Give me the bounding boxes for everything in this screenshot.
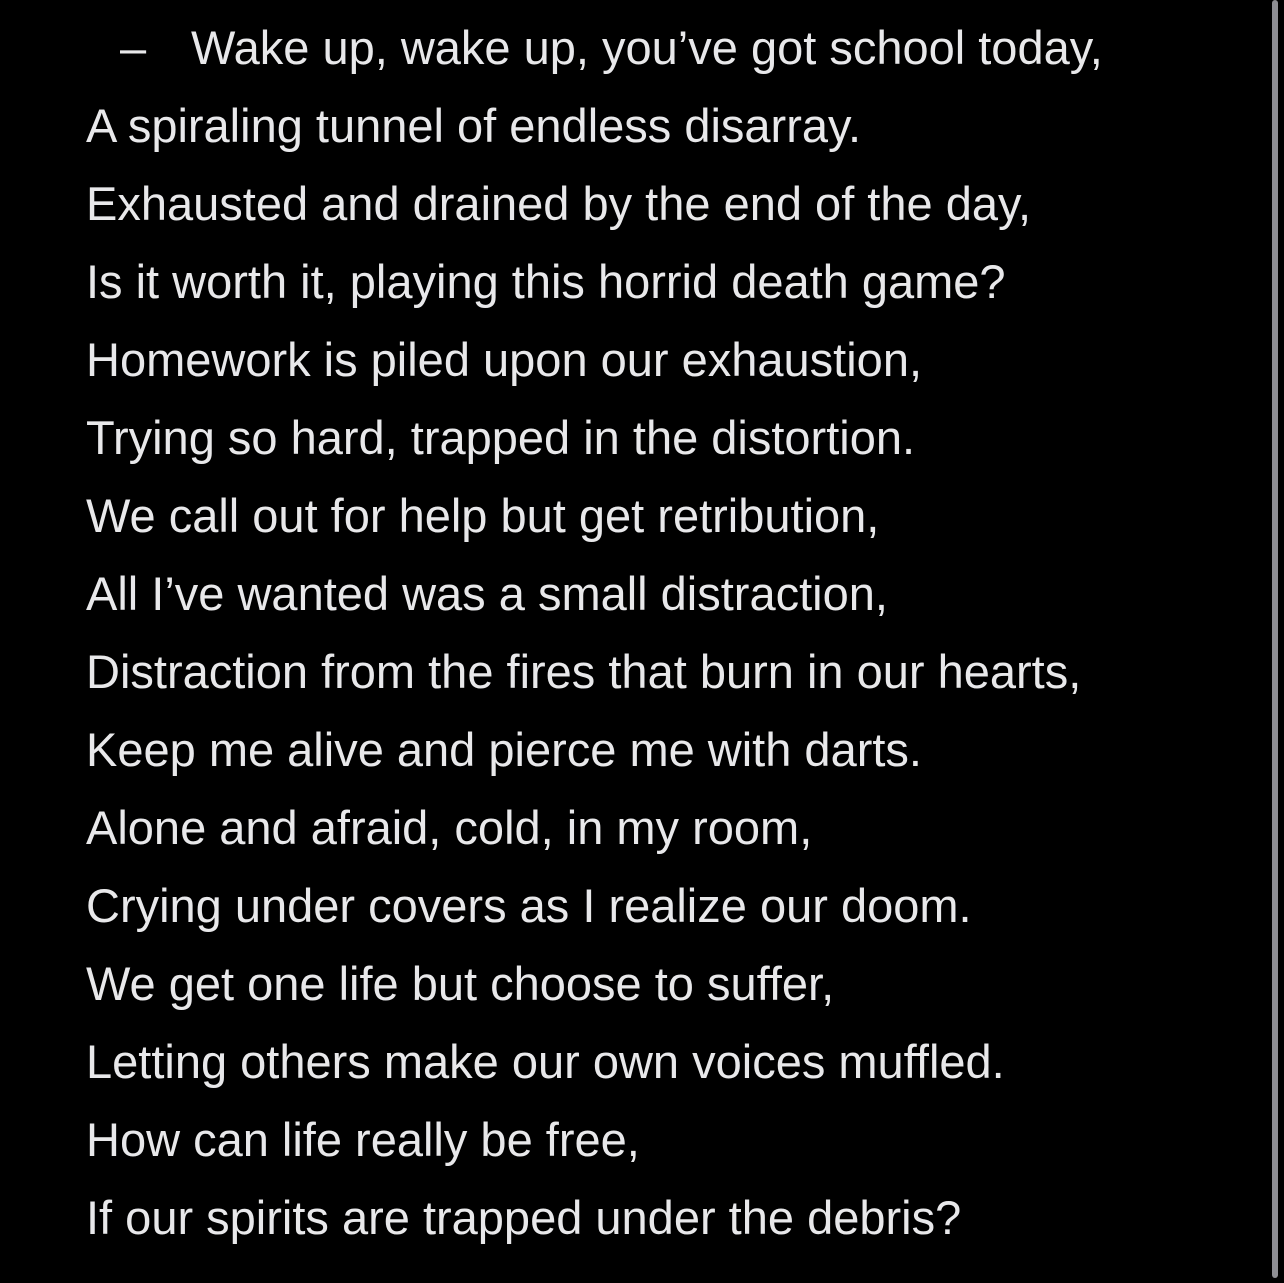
- poem-line: Letting others make our own voices muffled.: [86, 1035, 1005, 1088]
- bullet-dash: –: [120, 21, 147, 74]
- vertical-scrollbar[interactable]: [1272, 0, 1278, 1278]
- poem-line: How can life really be free,: [86, 1113, 640, 1166]
- poem-line: A spiraling tunnel of endless disarray.: [86, 99, 862, 152]
- poem-line: Alone and afraid, cold, in my room,: [86, 801, 813, 854]
- poem-line: Distraction from the fires that burn in our hearts,: [86, 645, 1082, 698]
- poem-line: [86, 20, 1103, 98]
- poem-line: We call out for help but get retribution,: [86, 489, 880, 542]
- poem-line: Keep me alive and pierce me with darts.: [86, 723, 922, 776]
- poem-line: Is it worth it, playing this horrid death game?: [86, 255, 1006, 308]
- poem-line: Exhausted and drained by the end of the day,: [86, 177, 1032, 230]
- poem-line: Homework is piled upon our exhaustion,: [86, 333, 923, 386]
- poem-line: Crying under covers as I realize our doom.: [86, 879, 972, 932]
- poem-line: If our spirits are trapped under the debris?: [86, 1191, 962, 1244]
- poem-line: We get one life but choose to suffer,: [86, 957, 835, 1010]
- poem-line: All I’ve wanted was a small distraction,: [86, 567, 888, 620]
- poem-line: Trying so hard, trapped in the distortion.: [86, 411, 916, 464]
- poem-text: [86, 20, 1103, 1268]
- poem-line-text: Wake up, wake up, you’ve got school today,: [191, 21, 1103, 74]
